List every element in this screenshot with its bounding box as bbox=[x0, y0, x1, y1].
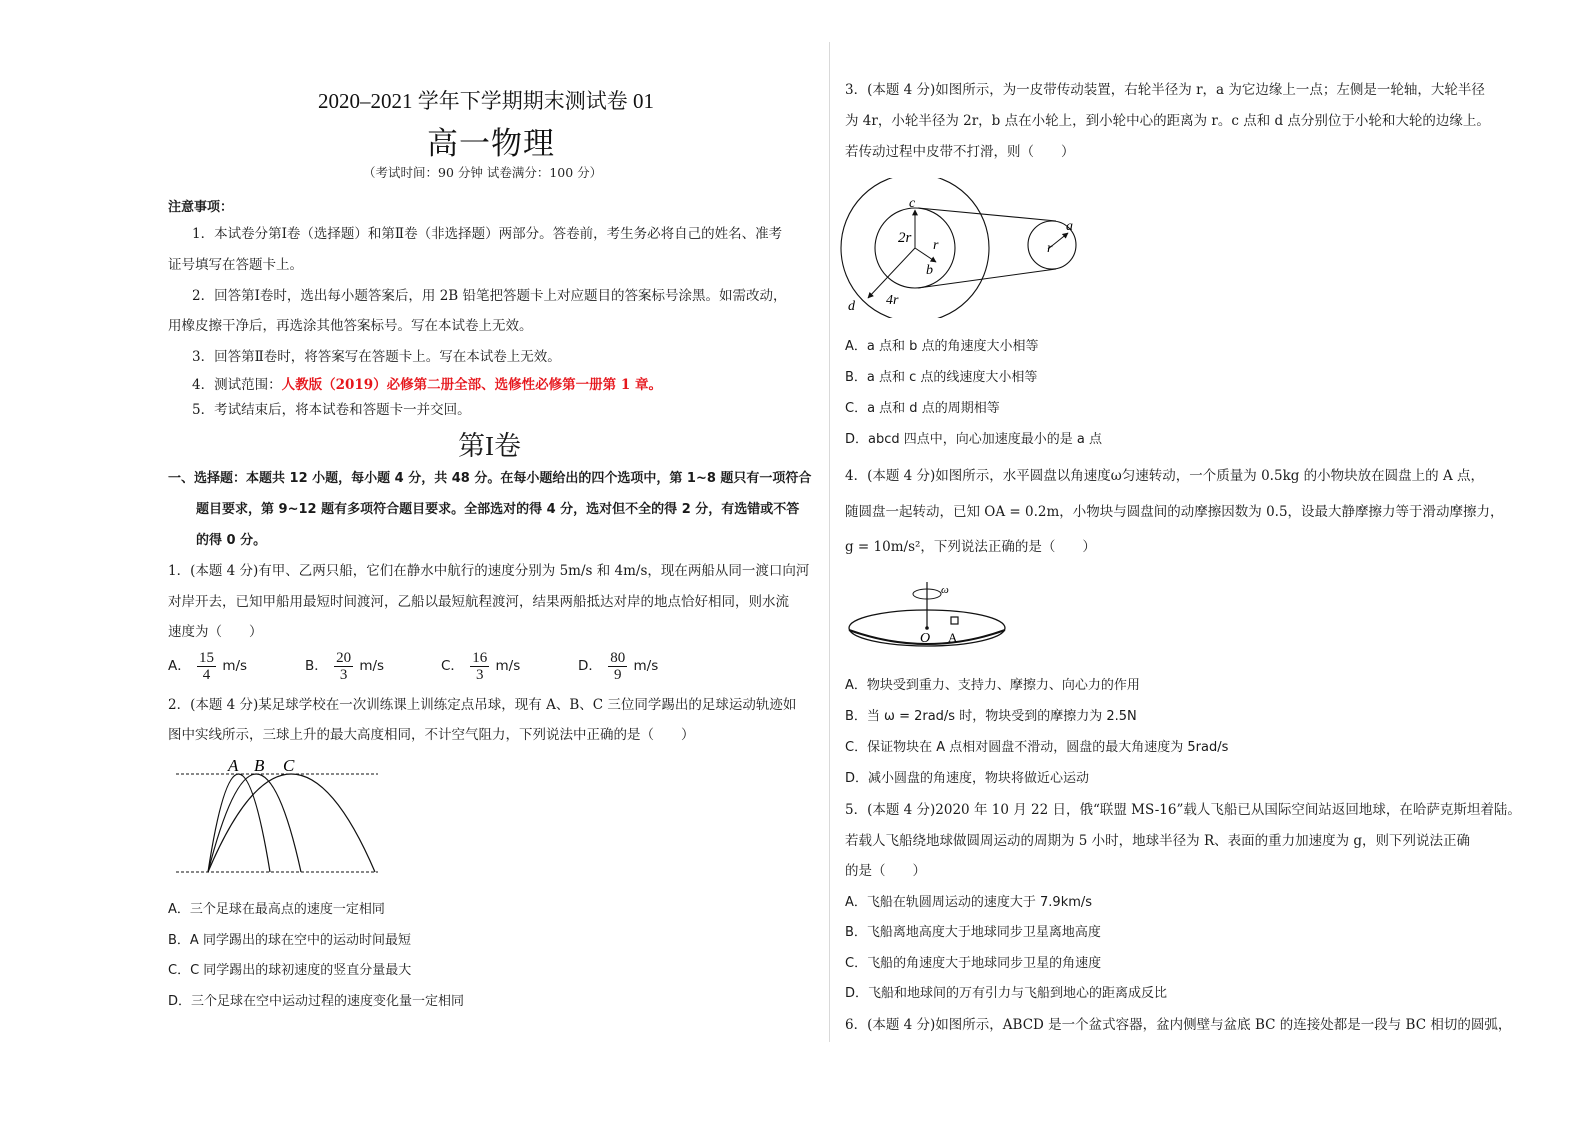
notice-item-2-line1: 2．回答第Ⅰ卷时，选出每小题答案后，用 2B 铅笔把答题卡上对应题目的答案标号涂黑。如需改动， bbox=[192, 288, 787, 304]
label-o: O bbox=[920, 631, 931, 646]
trajectory-c bbox=[208, 774, 375, 872]
label-r-right: r bbox=[1047, 241, 1053, 256]
label-omega: ω bbox=[941, 584, 949, 596]
label-a: a bbox=[1066, 219, 1073, 234]
q2-line2: 图中实线所示，三球上升的最大高度相同，不计空气阻力，下列说法中正确的是（ ） bbox=[168, 727, 695, 743]
q2-option-a: A．三个足球在最高点的速度一定相同 bbox=[168, 902, 385, 917]
exam-title: 2020–2021 学年下学期期末测试卷 01 bbox=[318, 89, 654, 113]
q3-option-d: D．abcd 四点中，向心加速度最小的是 a 点 bbox=[845, 432, 1102, 447]
q3-option-b: B．a 点和 c 点的线速度大小相等 bbox=[845, 370, 1038, 385]
belt-top bbox=[918, 208, 1056, 221]
section-intro-line2: 题目要求，第 9~12 题有多项符合题目要求。全部选对的得 4 分，选对但不全的得 2 分，有选错或不答 bbox=[196, 502, 800, 517]
denominator: 3 bbox=[339, 667, 348, 683]
q5-option-c: C．飞船的角速度大于地球同步卫星的角速度 bbox=[845, 956, 1102, 971]
option-label: B． bbox=[305, 658, 328, 674]
q1-line2: 对岸开去，已知甲船用最短时间渡河，乙船以最短航程渡河，结果两船抵达对岸的地点恰好相同，则水流 bbox=[168, 594, 789, 610]
trajectory-b bbox=[208, 774, 301, 872]
unit: m/s bbox=[495, 658, 521, 674]
q3-line1: 3．(本题 4 分)如图所示，为一皮带传动装置，右轮半径为 r，a 为它边缘上一点；左侧是一轮轴，大轮半径 bbox=[845, 82, 1485, 98]
q5-option-a: A．飞船在轨圆周运动的速度大于 7.9km/s bbox=[845, 895, 1093, 910]
label-2r: 2r bbox=[898, 230, 912, 246]
label-a: A bbox=[948, 630, 958, 645]
q5-line1: 5．(本题 4 分)2020 年 10 月 22 日，俄“联盟 MS-16”载人飞船已从国际空间站返回地球，在哈萨克斯坦着陆。 bbox=[845, 802, 1521, 818]
unit: m/s bbox=[359, 658, 385, 674]
q1-option-a bbox=[168, 650, 247, 683]
q5-line2: 若载人飞船绕地球做圆周运动的周期为 5 小时，地球半径为 R、表面的重力加速度为 g，则下列说法正确 bbox=[845, 833, 1471, 849]
notice-item-1-line2: 证号填写在答题卡上。 bbox=[168, 257, 303, 273]
numerator: 20 bbox=[336, 650, 352, 666]
label-r-small: r bbox=[933, 238, 939, 253]
q3-line2: 为 4r，小轮半径为 2r，b 点在小轮上，到小轮中心的距离为 r。c 点和 d 点分别位于小轮和大轮的边缘上。 bbox=[845, 113, 1490, 129]
label-c: C bbox=[283, 756, 295, 775]
q4-line2: 随圆盘一起转动，已知 OA = 0.2m，小物块与圆盘间的动摩擦因数为 0.5，设最大静摩擦力等于滑动摩擦力， bbox=[845, 504, 1504, 520]
option-label: D． bbox=[578, 658, 602, 674]
fraction bbox=[470, 650, 489, 683]
q4-option-b: B．当 ω = 2rad/s 时，物块受到的摩擦力为 2.5N bbox=[845, 709, 1137, 724]
q1-option-d bbox=[578, 650, 658, 683]
trajectory-figure bbox=[170, 752, 385, 880]
q1-line3: 速度为（ ） bbox=[168, 624, 263, 640]
block-a bbox=[951, 617, 958, 624]
section-title: 第I卷 bbox=[458, 431, 521, 461]
q4-line3: g = 10m/s²，下列说法正确的是（ ） bbox=[845, 539, 1096, 555]
section-intro-line1: 一、选择题：本题共 12 小题，每小题 4 分，共 48 分。在每小题给出的四个选项中，第 1~8 题只有一项符合 bbox=[168, 471, 812, 486]
unit: m/s bbox=[633, 658, 659, 674]
denominator: 3 bbox=[475, 667, 484, 683]
notice-item-5: 5．考试结束后，将本试卷和答题卡一并交回。 bbox=[192, 402, 471, 418]
unit: m/s bbox=[222, 658, 248, 674]
fraction bbox=[608, 650, 627, 683]
belt-bottom bbox=[918, 269, 1056, 288]
denominator: 9 bbox=[613, 667, 622, 683]
exam-meta: （考试时间：90 分钟 试卷满分：100 分） bbox=[363, 165, 603, 180]
notice-item-2-line2: 用橡皮擦干净后，再选涂其他答案标号。写在本试卷上无效。 bbox=[168, 318, 533, 334]
denominator: 4 bbox=[202, 667, 211, 683]
q4-option-a: A．物块受到重力、支持力、摩擦力、向心力的作用 bbox=[845, 678, 1140, 693]
column-divider bbox=[829, 42, 830, 1042]
q5-line3: 的是（ ） bbox=[845, 863, 926, 879]
label-4r: 4r bbox=[886, 293, 899, 308]
option-label: A． bbox=[168, 658, 191, 674]
q2-line1: 2．(本题 4 分)某足球学校在一次训练课上训练定点吊球，现有 A、B、C 三位同学踢出的足球运动轨迹如 bbox=[168, 697, 797, 713]
numerator: 16 bbox=[472, 650, 488, 666]
label-b: B bbox=[254, 756, 265, 775]
label-b: b bbox=[926, 263, 933, 278]
q1-option-c bbox=[441, 650, 520, 683]
q3-line3: 若传动过程中皮带不打滑，则（ ） bbox=[845, 144, 1075, 160]
belt-drive-figure bbox=[838, 178, 1088, 318]
q2-option-d: D．三个足球在空中运动过程的速度变化量一定相同 bbox=[168, 994, 465, 1009]
q1-line1: 1．(本题 4 分)有甲、乙两只船，它们在静水中航行的速度分别为 5m/s 和 4m/s，现在两船从同一渡口向河 bbox=[168, 563, 810, 579]
notice-item-1-line1: 1．本试卷分第Ⅰ卷（选择题）和第Ⅱ卷（非选择题）两部分。答卷前，考生务必将自己的姓名、准考 bbox=[192, 226, 783, 242]
numerator: 80 bbox=[610, 650, 626, 666]
notice-heading: 注意事项： bbox=[168, 200, 234, 215]
fraction bbox=[197, 650, 216, 683]
label-c: c bbox=[909, 196, 916, 211]
q4-option-c: C．保证物块在 A 点相对圆盘不滑动，圆盘的最大角速度为 5rad/s bbox=[845, 740, 1229, 755]
q5-option-d: D．飞船和地球间的万有引力与飞船到地心的距离成反比 bbox=[845, 986, 1168, 1001]
section-intro-line3: 的得 0 分。 bbox=[196, 533, 267, 548]
label-a: A bbox=[228, 756, 239, 775]
notice-item-3: 3．回答第Ⅱ卷时，将答案写在答题卡上。写在本试卷上无效。 bbox=[192, 349, 561, 365]
q6-line1: 6．(本题 4 分)如图所示，ABCD 是一个盆式容器，盆内侧壁与盆底 BC 的连接处都是一段与 BC 相切的圆弧， bbox=[845, 1017, 1512, 1033]
q2-option-c: C．C 同学踢出的球初速度的竖直分量最大 bbox=[168, 963, 412, 978]
fraction bbox=[334, 650, 353, 683]
test-scope-highlight: 人教版（2019）必修第二册全部、选修性必修第一册第 1 章。 bbox=[281, 377, 662, 393]
q4-line1: 4．(本题 4 分)如图所示，水平圆盘以角速度ω匀速转动，一个质量为 0.5kg 的小物块放在圆盘上的 A 点， bbox=[845, 468, 1485, 484]
notice-item-4-prefix: 4．测试范围： bbox=[192, 377, 282, 393]
label-d: d bbox=[848, 299, 855, 314]
exam-subject: 高一物理 bbox=[427, 126, 555, 162]
rotating-disk-figure bbox=[842, 578, 1012, 663]
q5-option-b: B．飞船离地高度大于地球同步卫星离地高度 bbox=[845, 925, 1101, 940]
numerator: 15 bbox=[199, 650, 215, 666]
option-label: C． bbox=[441, 658, 464, 674]
q3-option-c: C．a 点和 d 点的周期相等 bbox=[845, 401, 1000, 416]
q1-option-b bbox=[305, 650, 384, 683]
q3-option-a: A．a 点和 b 点的角速度大小相等 bbox=[845, 339, 1039, 354]
trajectory-a bbox=[208, 774, 270, 872]
q4-option-d: D．减小圆盘的角速度，物块将做近心运动 bbox=[845, 771, 1090, 786]
q2-option-b: B．A 同学踢出的球在空中的运动时间最短 bbox=[168, 933, 411, 948]
